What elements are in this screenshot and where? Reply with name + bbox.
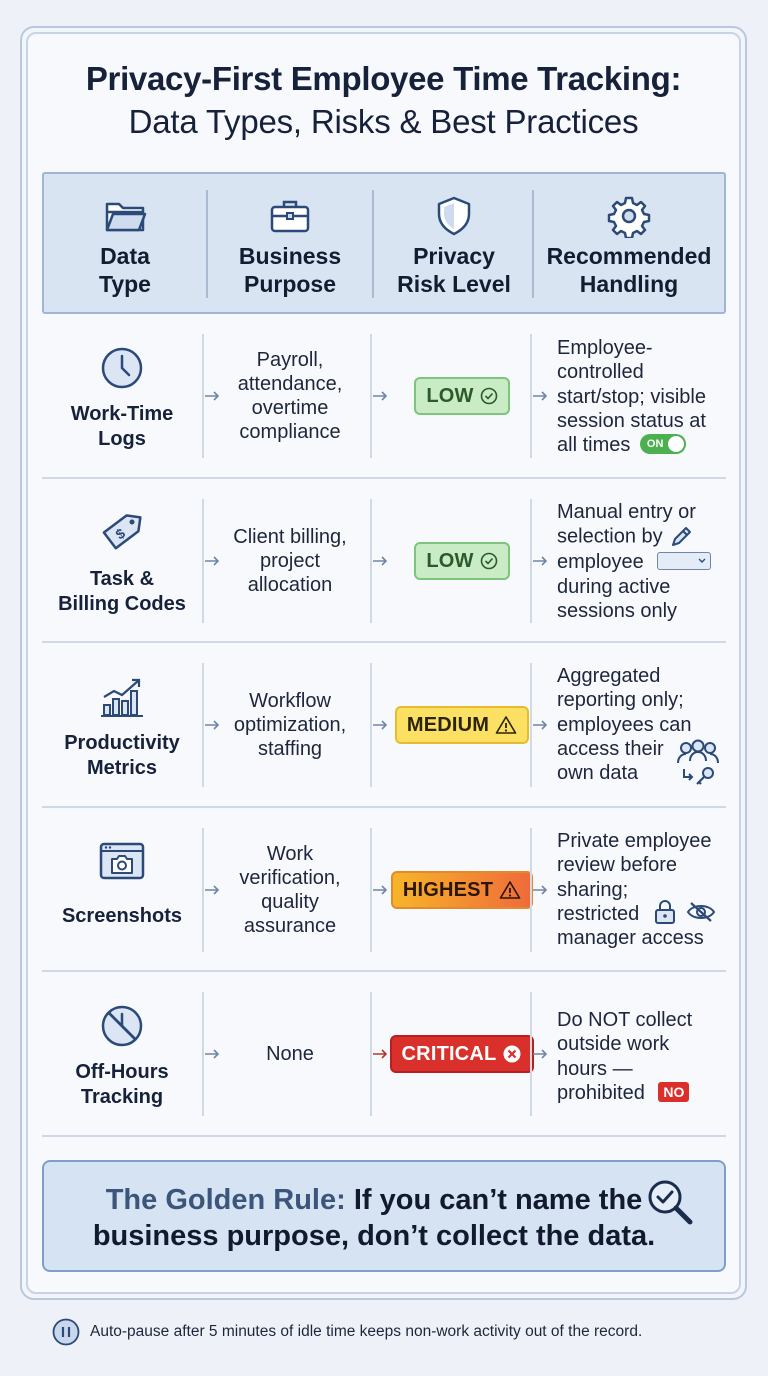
clock-slash-icon [98, 1002, 146, 1050]
handling-text: restricted [557, 902, 640, 925]
handling-text: selection by [557, 525, 663, 548]
bar-chart-icon [98, 673, 146, 721]
table-row [42, 314, 726, 478]
check-circle-icon [480, 387, 498, 405]
header-recommended-handling [534, 174, 724, 312]
risk-cell [382, 479, 542, 643]
purpose-cell: None [266, 1043, 314, 1065]
x-circle-icon [502, 1044, 522, 1064]
pencil-icon [668, 524, 694, 550]
header-privacy-risk [374, 174, 534, 312]
handling-text: prohibited [557, 1081, 645, 1104]
svg-text:$: $ [112, 524, 128, 543]
arrow-right-icon [204, 885, 220, 895]
data-type-label: Task & Billing Codes [58, 568, 186, 615]
header-data-type [44, 174, 206, 312]
arrow-right-icon [532, 1049, 548, 1059]
briefcase-icon [268, 194, 312, 238]
handling-line [557, 524, 732, 550]
footnote-text: Auto-pause after 5 minutes of idle time keeps non-work activity out of the record. [90, 1323, 643, 1340]
on-toggle[interactable] [640, 434, 686, 454]
handling-cell [557, 336, 732, 457]
risk-cell [382, 972, 542, 1136]
risk-cell [382, 808, 542, 972]
handling-line: session status at [557, 409, 706, 432]
purpose-cell: Workflow optimization, staffing [233, 690, 347, 760]
header-label: Data Type [99, 243, 151, 297]
golden-rule-text [74, 1182, 674, 1254]
header-label: Business Purpose [238, 243, 342, 297]
handling-line: own data [557, 762, 639, 785]
header-divider [206, 190, 208, 298]
price-tag-icon [98, 509, 146, 557]
handling-cell [557, 500, 732, 623]
toggle-label: ON [646, 437, 664, 450]
gear-icon [607, 194, 651, 238]
risk-cell [382, 643, 542, 807]
risk-badge-medium [395, 706, 529, 744]
header-divider [372, 190, 374, 298]
risk-label: MEDIUM [406, 713, 490, 736]
handling-line: during active [557, 575, 671, 598]
purpose-cell: Payroll, attendance, overtime compliance [237, 349, 343, 443]
footnote [52, 1318, 752, 1346]
risk-label: LOW [426, 384, 474, 407]
golden-rule-line-2: business purpose, don’t collect the data. [92, 1220, 656, 1252]
magnifier-check-icon [644, 1176, 696, 1228]
handling-line: sessions only [557, 599, 678, 622]
risk-cell [382, 314, 542, 478]
purpose-cell: Work verification, quality assurance [239, 843, 341, 937]
header-business-purpose [206, 174, 374, 312]
handling-line: review before [557, 854, 678, 877]
camera-window-icon [98, 838, 146, 886]
handling-line: access their [557, 737, 664, 760]
data-type-cell [42, 808, 202, 972]
handling-line: Do NOT collect [557, 1009, 693, 1031]
purpose-cell: Client billing, project allocation [233, 526, 347, 596]
arrow-right-icon [532, 720, 548, 730]
handling-line: Aggregated [557, 665, 661, 687]
risk-badge-highest [391, 871, 533, 909]
risk-badge-low [414, 377, 509, 415]
handling-line: hours — [557, 1057, 633, 1080]
chevron-down-icon [698, 558, 706, 564]
table-row [42, 643, 726, 807]
page-title [26, 58, 741, 144]
header-label: Privacy Risk Level [397, 243, 511, 297]
data-type-label: Screenshots [61, 905, 183, 927]
arrow-right-icon [532, 885, 548, 895]
table-header [42, 172, 726, 314]
dropdown-select[interactable] [657, 552, 711, 570]
handling-line: start/stop; visible [557, 385, 706, 408]
data-type-cell [42, 643, 202, 807]
folder-icon [103, 194, 147, 238]
risk-label: CRITICAL [401, 1042, 497, 1065]
data-type-label: Work-Time Logs [70, 403, 174, 450]
arrow-right-icon [532, 391, 548, 401]
no-label: NO [663, 1083, 685, 1100]
handling-line: Private employee [557, 830, 712, 852]
data-type-cell [42, 314, 202, 478]
data-type-cell [42, 972, 202, 1136]
arrow-right-icon [204, 1049, 220, 1059]
data-type-label: Productivity Metrics [64, 732, 180, 779]
table-row [42, 972, 726, 1136]
golden-rule-line-1: If you can’t name the [345, 1184, 643, 1216]
risk-label: LOW [426, 549, 474, 572]
risk-badge-critical [390, 1035, 535, 1073]
data-type-label: Off-Hours Tracking [75, 1061, 169, 1108]
handling-line [557, 550, 732, 574]
warning-icon [499, 880, 521, 900]
risk-badge-low [414, 542, 509, 580]
handling-text: all times [557, 434, 631, 457]
handling-line [557, 902, 732, 926]
handling-line: sharing; [557, 878, 629, 901]
arrow-right-icon [204, 720, 220, 730]
handling-line [557, 433, 732, 457]
data-type-cell [42, 479, 202, 643]
lock-icon [653, 899, 677, 925]
table-row [42, 808, 726, 972]
golden-rule-box [42, 1160, 726, 1272]
handling-line: reporting only; [557, 689, 684, 712]
header-divider [532, 190, 534, 298]
arrow-right-icon [204, 391, 220, 401]
handling-text: employee [557, 551, 644, 574]
arrow-right-icon [204, 556, 220, 566]
handling-line: employees can [557, 713, 692, 736]
toggle-knob [668, 436, 684, 452]
handling-line: Manual entry or [557, 501, 696, 523]
check-circle-icon [480, 552, 498, 570]
handling-cell [557, 829, 732, 950]
clock-icon [98, 344, 146, 392]
pause-icon [52, 1318, 80, 1346]
handling-line [557, 1081, 732, 1105]
header-label: Recommended Handling [546, 243, 712, 297]
shield-icon [432, 194, 476, 238]
title-line-1: Privacy-First Employee Time Tracking: [85, 60, 682, 97]
handling-line: controlled [557, 361, 644, 384]
handling-line: manager access [557, 927, 704, 950]
no-badge [658, 1082, 689, 1102]
handling-line: Employee- [557, 337, 653, 359]
risk-label: HIGHEST [402, 878, 494, 901]
users-key-icon [676, 739, 720, 787]
row-divider [42, 1135, 726, 1137]
golden-rule-lead: The Golden Rule: [105, 1184, 346, 1216]
table-row [42, 479, 726, 643]
arrow-right-icon [532, 556, 548, 566]
handling-line: outside work [557, 1033, 670, 1056]
eye-slash-icon [686, 900, 716, 924]
warning-icon [495, 715, 517, 735]
handling-cell [557, 1008, 732, 1105]
title-line-2: Data Types, Risks & Best Practices [128, 103, 639, 140]
